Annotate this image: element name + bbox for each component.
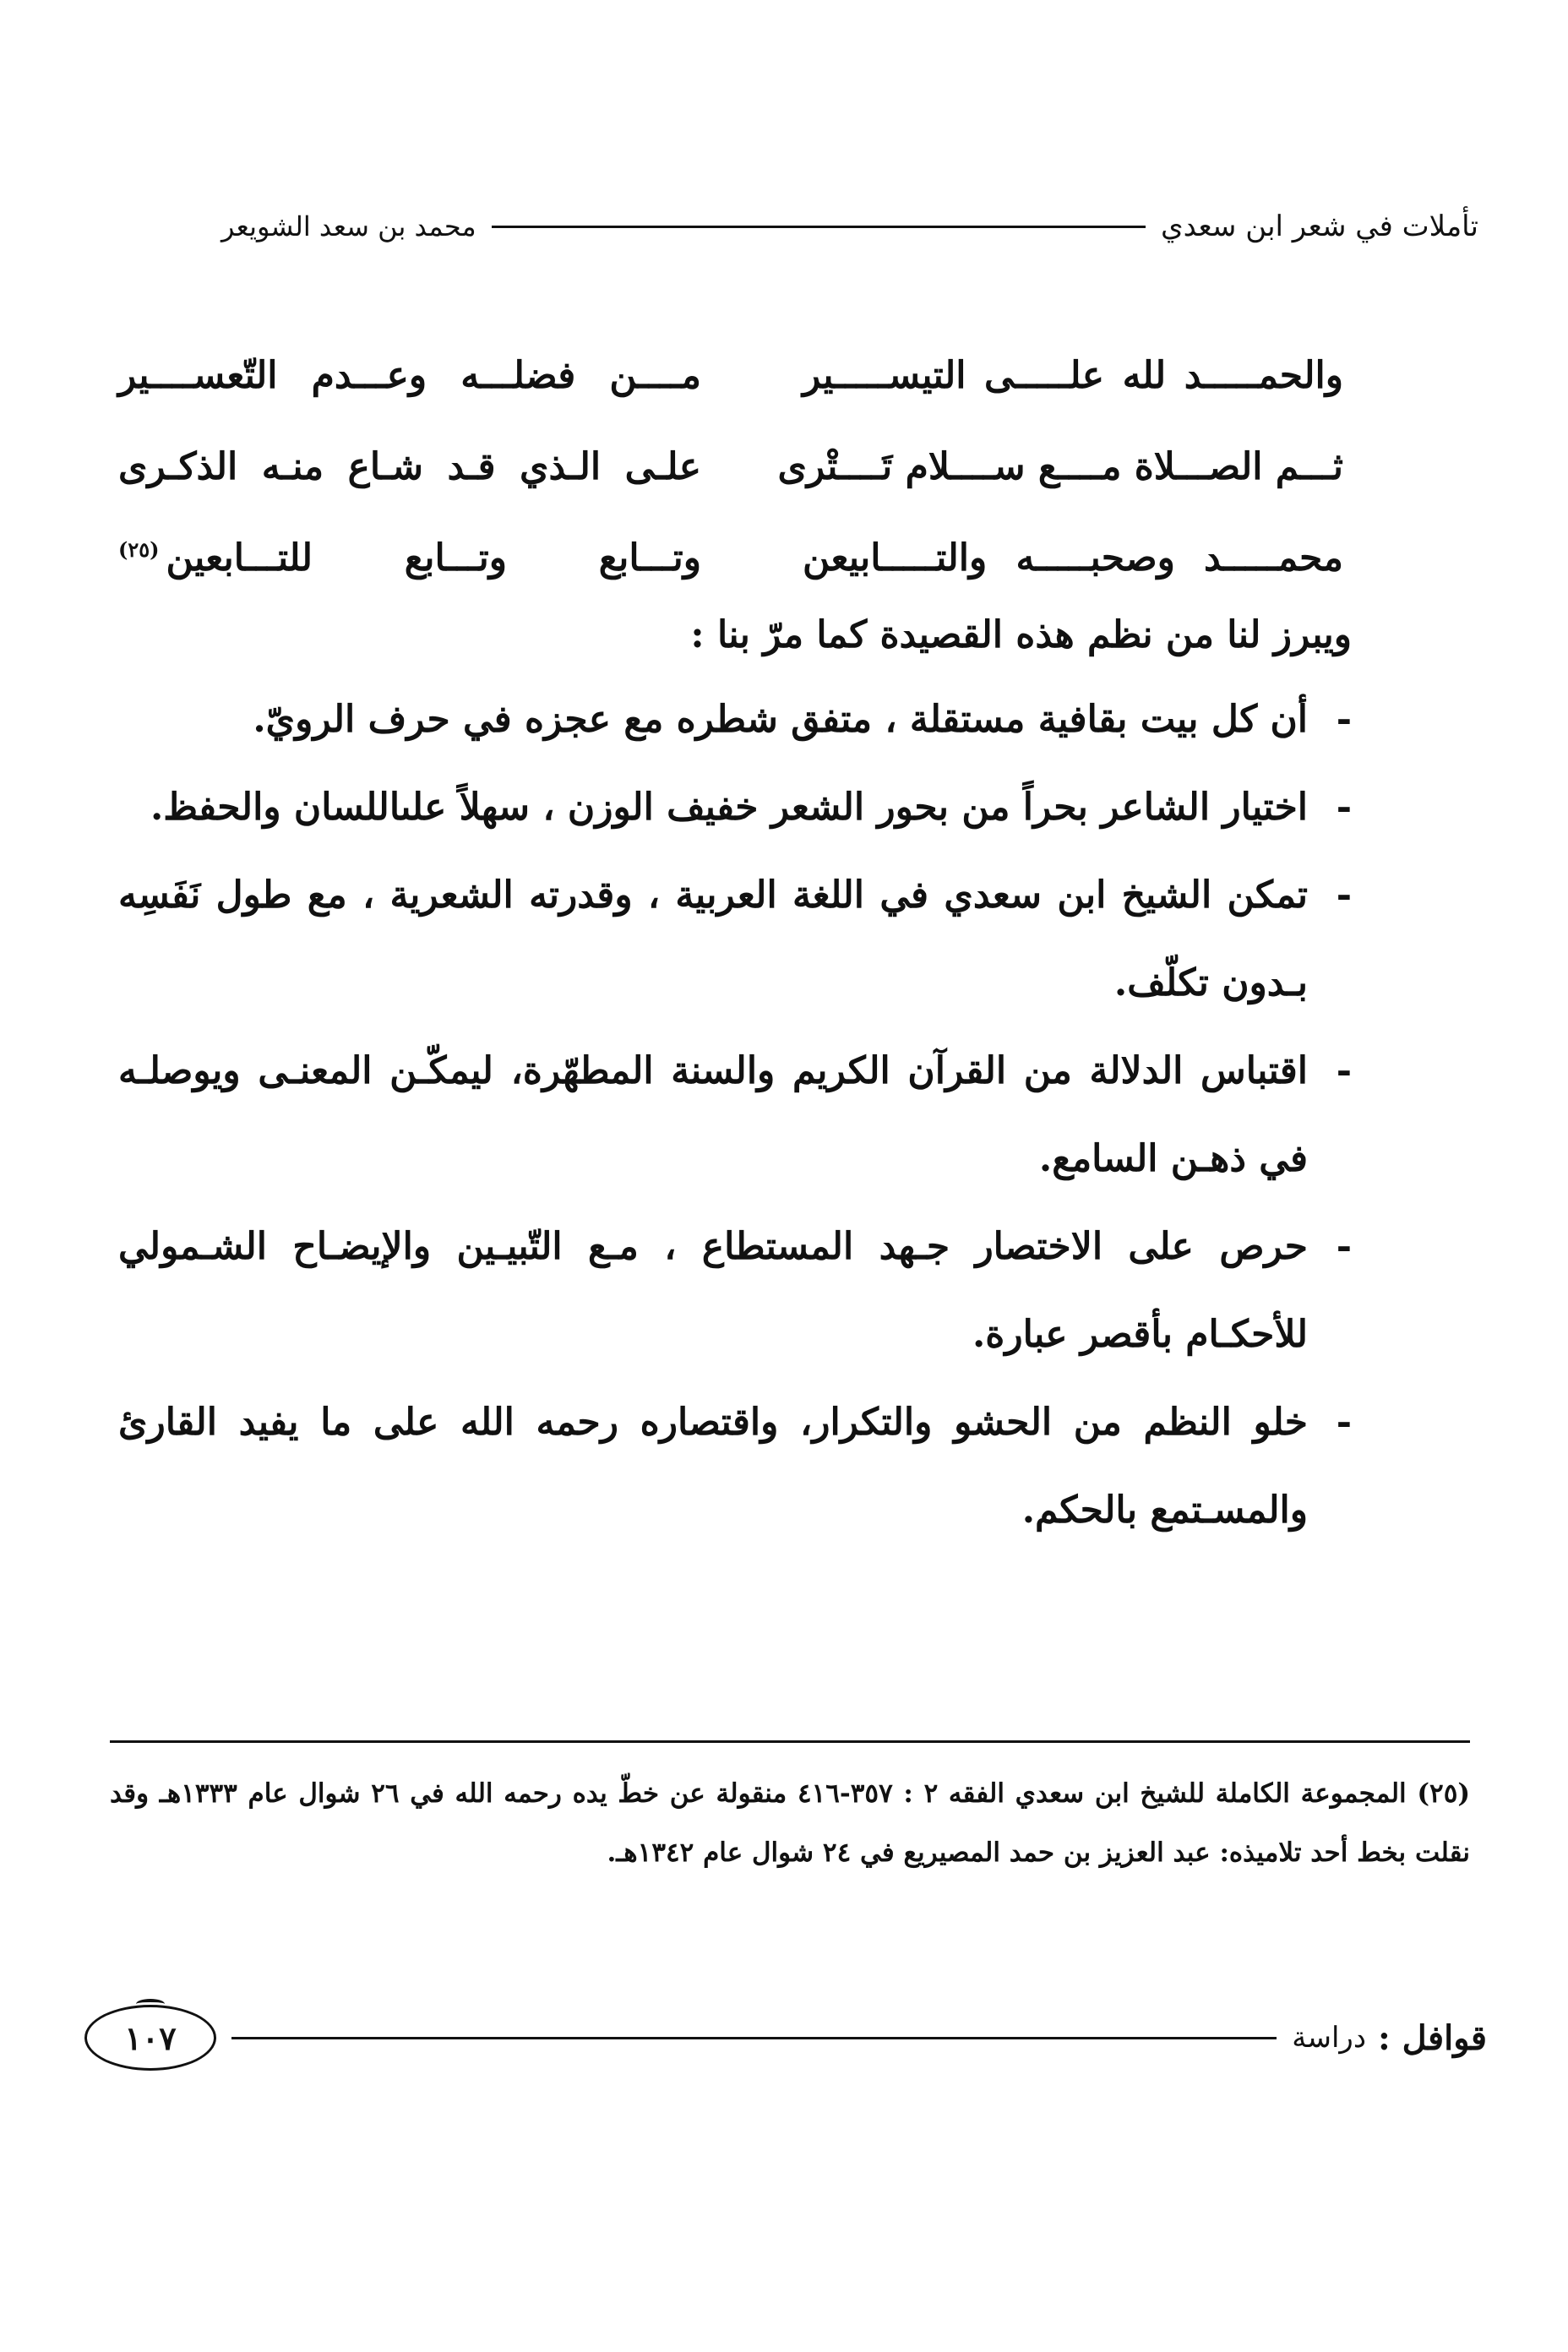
- list-item: [118, 1379, 1352, 1554]
- list-item: [118, 852, 1352, 1027]
- page-footer: [84, 2004, 1487, 2072]
- footnote-rule: [110, 1740, 1470, 1743]
- footer-rule: [231, 2037, 1277, 2039]
- running-author: محمد بن سعد الشويعر: [221, 210, 476, 242]
- list-item-text: خلو النظم من الحشو والتكرار، واقتصاره رحمه الله على ما يفيد القارئ والمسـتمع بالحكم.: [118, 1401, 1308, 1532]
- list-dash: -: [1336, 1401, 1352, 1444]
- header-rule: [492, 226, 1146, 228]
- list-item: [118, 1203, 1352, 1379]
- running-title: تأملات في شعر ابن سعدي: [1161, 210, 1478, 243]
- poem-first-hemistich: والحمـــــد لله علـــــى التيســـــير: [803, 353, 1343, 397]
- list-dash: -: [1336, 1049, 1352, 1092]
- footnote-reference-marker: (٢٥): [118, 536, 160, 562]
- list-item: [118, 676, 1352, 764]
- poem-second-hemistich: علـى الـذي قـد شـاع منـه الذكـرى: [118, 444, 701, 488]
- poem: [118, 329, 1343, 603]
- list-item: [118, 1027, 1352, 1203]
- list-item-text: اقتباس الدلالة من القرآن الكريم والسنة المطهّرة، ليمكّـن المعنـى ويوصلـه في ذهـن السامع.: [118, 1049, 1308, 1180]
- page-number: ١٠٧: [84, 2005, 216, 2071]
- poem-second-hemistich: وتـــابع وتـــابع للتـــابعين$^{(٢٥)}$: [118, 536, 701, 580]
- poem-verse: [118, 421, 1343, 512]
- list-item-text: تمكن الشيخ ابن سعدي في اللغة العربية ، وقدرته الشعرية ، مع طول نَفَسِه بـدون تكلّف.: [118, 874, 1308, 1004]
- running-header: [221, 201, 1478, 252]
- list-dash: -: [1336, 874, 1352, 917]
- list-item-text: أن كل بيت بقافية مستقلة ، متفق شطره مع عجزه في حرف الرويّ.: [253, 698, 1308, 741]
- poem-verse: [118, 512, 1343, 603]
- points-list: [118, 676, 1352, 1554]
- section-name: دراسة: [1292, 2021, 1366, 2055]
- list-dash: -: [1336, 786, 1352, 829]
- poem-first-hemistich: محمـــــد وصحبـــــه والتـــــابيعن: [803, 536, 1343, 580]
- list-dash: -: [1336, 1225, 1352, 1268]
- intro-paragraph: ويبرز لنا من نظم هذه القصيدة كما مرّ بنا :: [690, 613, 1352, 656]
- poem-second-hemistich: مــــن فضلـــه وعـــدم التّعســــير: [118, 353, 701, 397]
- list-item: [118, 764, 1352, 852]
- list-dash: -: [1336, 698, 1352, 741]
- poem-first-hemistich: ثـــم الصـــلاة مــــع ســــلام تَــــتْرى: [777, 444, 1343, 488]
- list-item-text: اختيار الشاعر بحراً من بحور الشعر خفيف الوزن ، سهلاً علىاللسان والحفظ.: [150, 786, 1308, 829]
- poem-verse: [118, 329, 1343, 421]
- list-item-text: حرص على الاختصار جـهد المستطاع ، مـع التّبيـين والإيضـاح الشـمولي للأحكـام بأقصر عبارة.: [118, 1225, 1308, 1356]
- journal-name: قوافل :: [1377, 2017, 1487, 2058]
- footnote: (٢٥) المجموعة الكاملة للشيخ ابن سعدي الفقه ٢ : ٣٥٧-٤١٦ منقولة عن خطّ يده رحمه الله في ٢٦ شوال عام ١٣٣٣هـ وقد نقلت بخط أحد تلاميذه: عبد العزيز بن حمد المصيريع في ٢٤ شوال عام ١٣٤٢هـ.: [110, 1778, 1471, 1868]
